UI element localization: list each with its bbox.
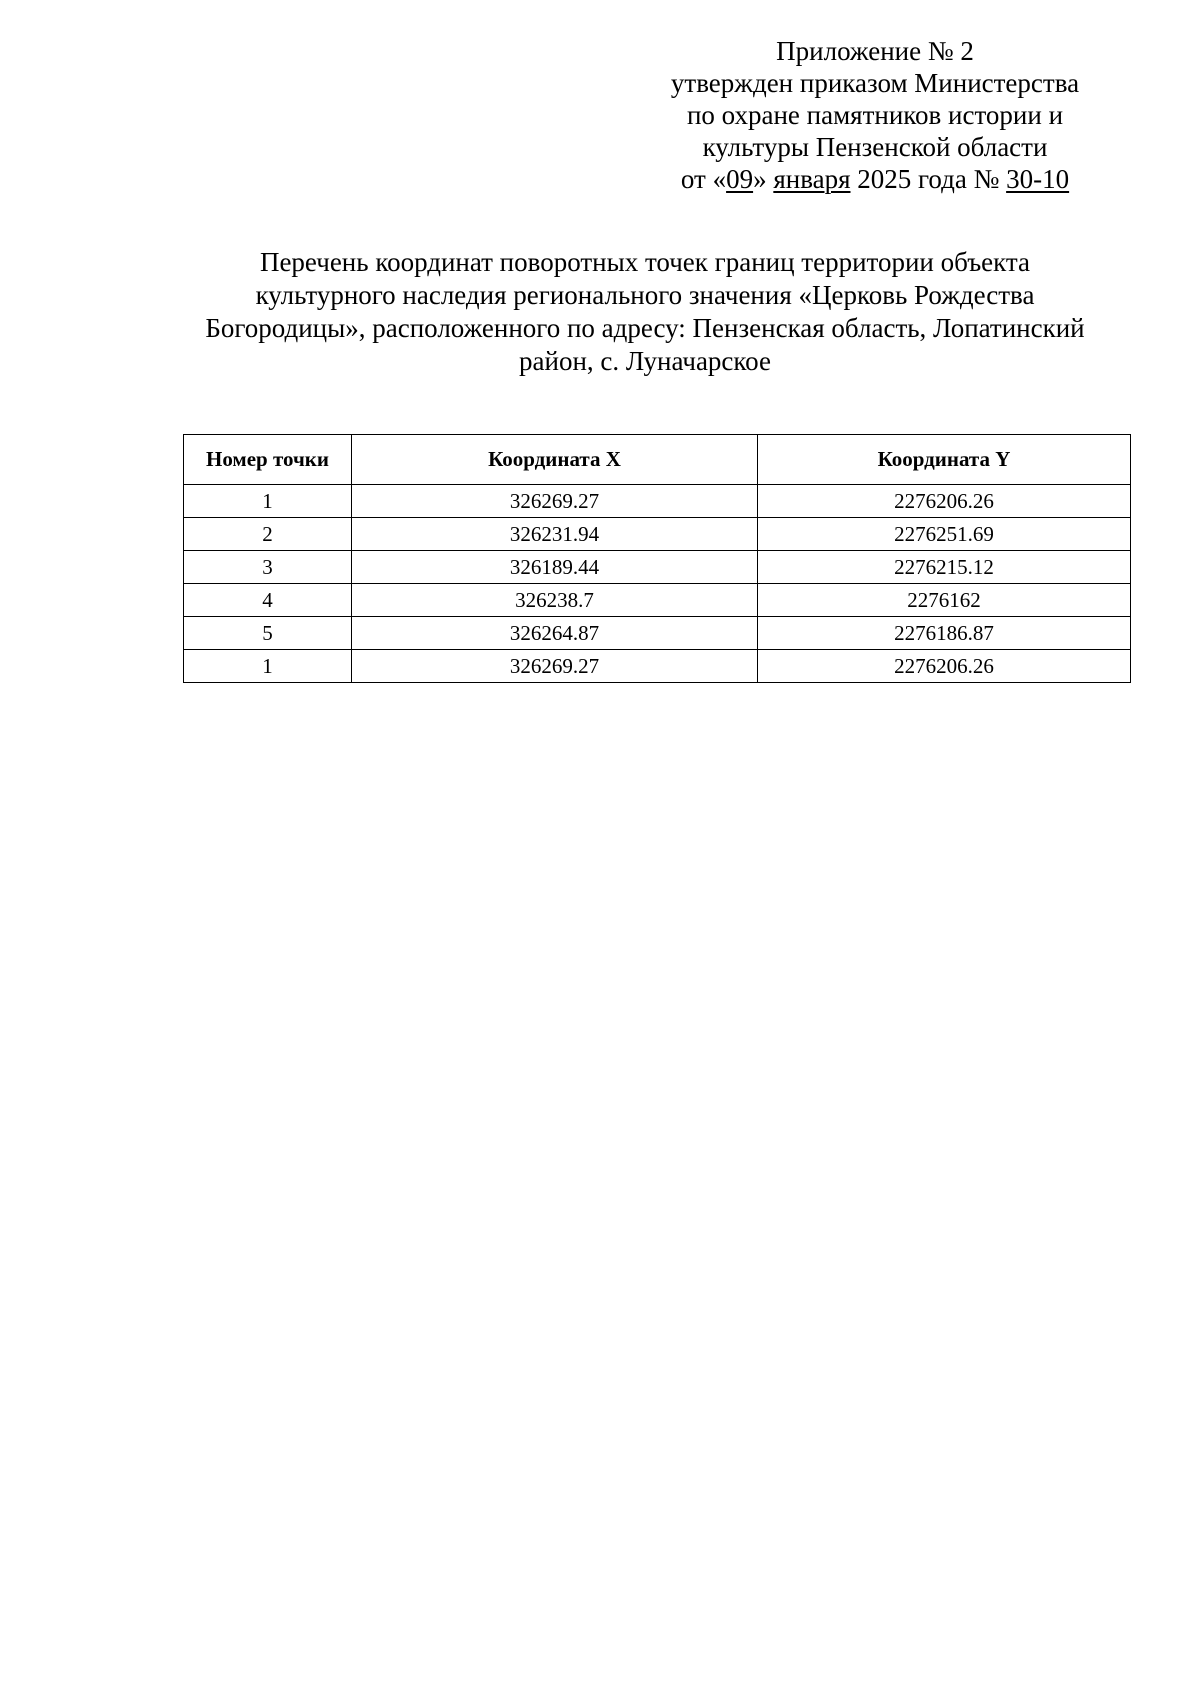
cell-point: 1	[184, 650, 352, 683]
appendix-order-date	[640, 163, 1110, 195]
cell-point: 2	[184, 518, 352, 551]
cell-y: 2276206.26	[758, 650, 1131, 683]
title-line-1: Перечень координат поворотных точек границ территории объекта	[259, 247, 1031, 277]
cell-y: 2276215.12	[758, 551, 1131, 584]
order-number: 30-10	[1006, 164, 1070, 194]
appendix-header	[640, 35, 1110, 195]
date-month: января	[773, 164, 851, 194]
appendix-line-2: утвержден приказом Министерства	[670, 68, 1080, 98]
appendix-line-3: по охране памятников истории и	[686, 100, 1064, 130]
date-year-text: 2025 года №	[850, 164, 1007, 194]
document-title	[150, 246, 1140, 378]
cell-point: 3	[184, 551, 352, 584]
cell-y: 2276186.87	[758, 617, 1131, 650]
coordinates-table	[183, 434, 1131, 683]
cell-point: 1	[184, 485, 352, 518]
cell-y: 2276251.69	[758, 518, 1131, 551]
header-coordinate-y: Координата Y	[758, 435, 1131, 485]
cell-x: 326269.27	[352, 650, 758, 683]
cell-point: 4	[184, 584, 352, 617]
cell-x: 326231.94	[352, 518, 758, 551]
cell-x: 326189.44	[352, 551, 758, 584]
table-row	[184, 485, 1131, 518]
title-line-4: район, с. Луначарское	[519, 346, 771, 376]
table-row	[184, 650, 1131, 683]
cell-y: 2276162	[758, 584, 1131, 617]
appendix-line-1: Приложение № 2	[776, 36, 974, 66]
date-prefix: от «	[680, 164, 727, 194]
title-line-3: Богородицы», расположенного по адресу: Пензенская область, Лопатинский	[205, 313, 1085, 343]
date-day: 09	[726, 164, 754, 194]
cell-x: 326264.87	[352, 617, 758, 650]
header-point-number: Номер точки	[184, 435, 352, 485]
cell-x: 326269.27	[352, 485, 758, 518]
date-separator: »	[753, 164, 774, 194]
appendix-line-4: культуры Пензенской области	[702, 132, 1048, 162]
table-row	[184, 518, 1131, 551]
cell-y: 2276206.26	[758, 485, 1131, 518]
title-line-2: культурного наследия регионального значения «Церковь Рождества	[255, 280, 1035, 310]
cell-point: 5	[184, 617, 352, 650]
header-coordinate-x: Координата X	[352, 435, 758, 485]
table-row	[184, 551, 1131, 584]
table-header-row	[184, 435, 1131, 485]
table-row	[184, 617, 1131, 650]
cell-x: 326238.7	[352, 584, 758, 617]
table-row	[184, 584, 1131, 617]
